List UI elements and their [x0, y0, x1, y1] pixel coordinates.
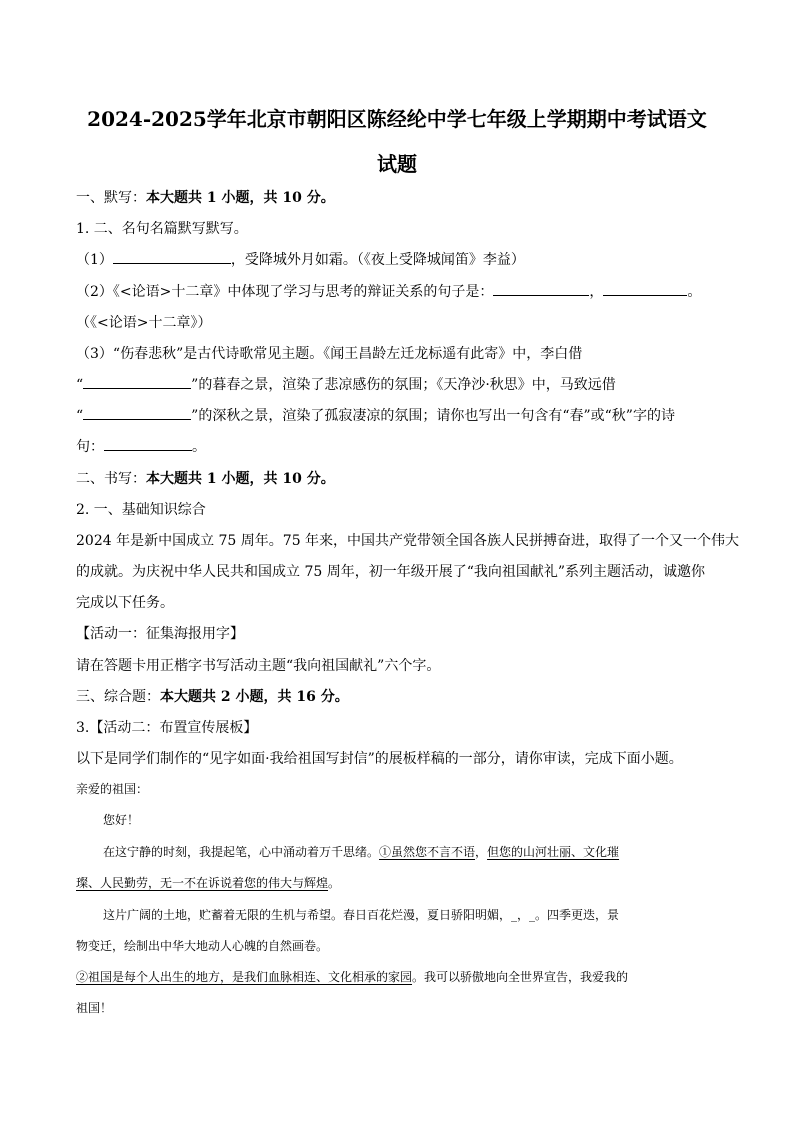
- letter-p1-start: 在这宁静的时刻，我提起笔，心中涌动着万千思绪。: [103, 845, 380, 859]
- q1-item3-line4-prefix: 句：: [76, 439, 104, 455]
- q2-heading: 2. 一、基础知识综合: [76, 502, 206, 518]
- q1-item2: [76, 281, 701, 301]
- letter-underlined-sentence-2: ②祖国是每个人出生的地方，是我们血脉相连、文化相承的家园: [76, 970, 413, 984]
- q2-para-line3: 完成以下任务。: [76, 595, 174, 611]
- section2-prefix: 二、书写：: [76, 471, 146, 487]
- q1-item2-source: （《<论语>十二章》）: [76, 315, 212, 331]
- letter-p2-line2: 物变迁，绘制出中华大地动人心魄的自然画卷。: [76, 939, 329, 953]
- section2-desc: 本大题共 1 小题，共 10 分。: [146, 471, 335, 487]
- letter-underlined-sentence-1a: ①虽然您不言不语: [379, 845, 476, 859]
- q3-intro: 以下是同学们制作的“见字如面·我给祖国写封信”的展板样稿的一部分，请你审读，完成下面小题。: [76, 751, 683, 767]
- section3-desc: 本大题共 2 小题，共 16 分。: [160, 689, 349, 705]
- q1-heading: 1. 二、名句名篇默写默写。: [76, 221, 248, 237]
- answer-blank[interactable]: [83, 374, 191, 389]
- answer-blank[interactable]: [603, 281, 687, 296]
- q1-item1-prefix: （1）: [76, 252, 113, 268]
- letter-p2-line1: 这片广阔的土地，贮蓄着无限的生机与希望。春日百花烂漫，夏日骄阳明媚，_，_。四季更迭，景: [103, 908, 620, 922]
- q1-item3-line2: [76, 374, 616, 394]
- letter-hello: 您好！: [103, 813, 140, 827]
- section1-header: [76, 187, 335, 207]
- section1-desc: 本大题共 1 小题，共 10 分。: [146, 190, 335, 206]
- letter-p3-line2: 祖国！: [76, 1001, 113, 1015]
- page-title-line2: 试题: [377, 152, 417, 176]
- q1-item2-prefix: （2）《<论语>十二章》中体现了学习与思考的辩证关系的句子是：: [76, 284, 494, 300]
- letter-p3-rest: 。我可以骄傲地向全世界宣告，我爱我的: [412, 970, 629, 984]
- letter-p1-line2: [76, 874, 340, 891]
- q1-item3-line2-text: ”的暮春之景，渲染了悲凉感伤的氛围；《天净沙·秋思》中，马致远借: [191, 377, 616, 393]
- letter-p1-line1: [103, 843, 619, 860]
- q1-item3-line1: （3）“伤春悲秋”是古代诗歌常见主题。《闻王昌龄左迁龙标遥有此寄》中，李白借: [76, 346, 583, 362]
- q1-item2-comma: ，: [589, 284, 604, 300]
- letter-underlined-sentence-1b: 但您的山河壮丽、文化璀: [487, 845, 620, 859]
- q1-item3-line3-text: ”的深秋之景，渲染了孤寂凄凉的氛围；请你也写出一句含有“春”或“秋”字的诗: [191, 408, 675, 424]
- letter-greeting: 亲爱的祖国：: [76, 782, 149, 796]
- q2-activity1: 【活动一：征集海报用字】: [76, 626, 244, 642]
- q1-item3-line4: [76, 436, 206, 456]
- q1-item3-quote-open: “: [76, 377, 84, 393]
- answer-blank[interactable]: [493, 281, 589, 296]
- answer-blank[interactable]: [113, 249, 231, 264]
- q1-item3-line4-end: 。: [192, 439, 206, 455]
- letter-p1-mid: ，: [475, 845, 488, 859]
- letter-p3-line1: [76, 968, 628, 985]
- section2-header: [76, 468, 335, 488]
- section1-prefix: 一、默写：: [76, 190, 146, 206]
- section3-prefix: 三、综合题：: [76, 689, 160, 705]
- q2-activity1-task: 请在答题卡用正楷字书写活动主题“我向祖国献礼”六个字。: [76, 658, 441, 674]
- q2-para-line1: 2024 年是新中国成立 75 周年。75 年来，中国共产党带领全国各族人民拼搏奋进，取得了一个又一个伟大: [76, 533, 740, 549]
- q1-item2-end: 。: [687, 284, 702, 300]
- page-title-line1: 2024-2025学年北京市朝阳区陈经纶中学七年级上学期期中考试语文: [87, 107, 707, 131]
- section3-header: [76, 686, 349, 706]
- letter-p1-end: 。: [328, 876, 341, 890]
- answer-blank[interactable]: [83, 405, 191, 420]
- q1-item3-quote-open: “: [76, 408, 84, 424]
- q1-item1: [76, 249, 525, 269]
- q3-heading: 3.【活动二：布置宣传展板】: [76, 720, 258, 736]
- q2-para-line2: 的成就。为庆祝中华人民共和国成立 75 周年，初一年级开展了“我向祖国献礼”系列主题活动，诚邀你: [76, 564, 706, 580]
- answer-blank[interactable]: [104, 436, 192, 451]
- letter-underlined-sentence-1c: 璨、人民勤劳，无一不在诉说着您的伟大与辉煌: [76, 876, 329, 890]
- q1-item3-line3: [76, 405, 675, 425]
- q1-item1-suffix: ，受降城外月如霜。（《夜上受降城闻笛》李益）: [230, 252, 525, 268]
